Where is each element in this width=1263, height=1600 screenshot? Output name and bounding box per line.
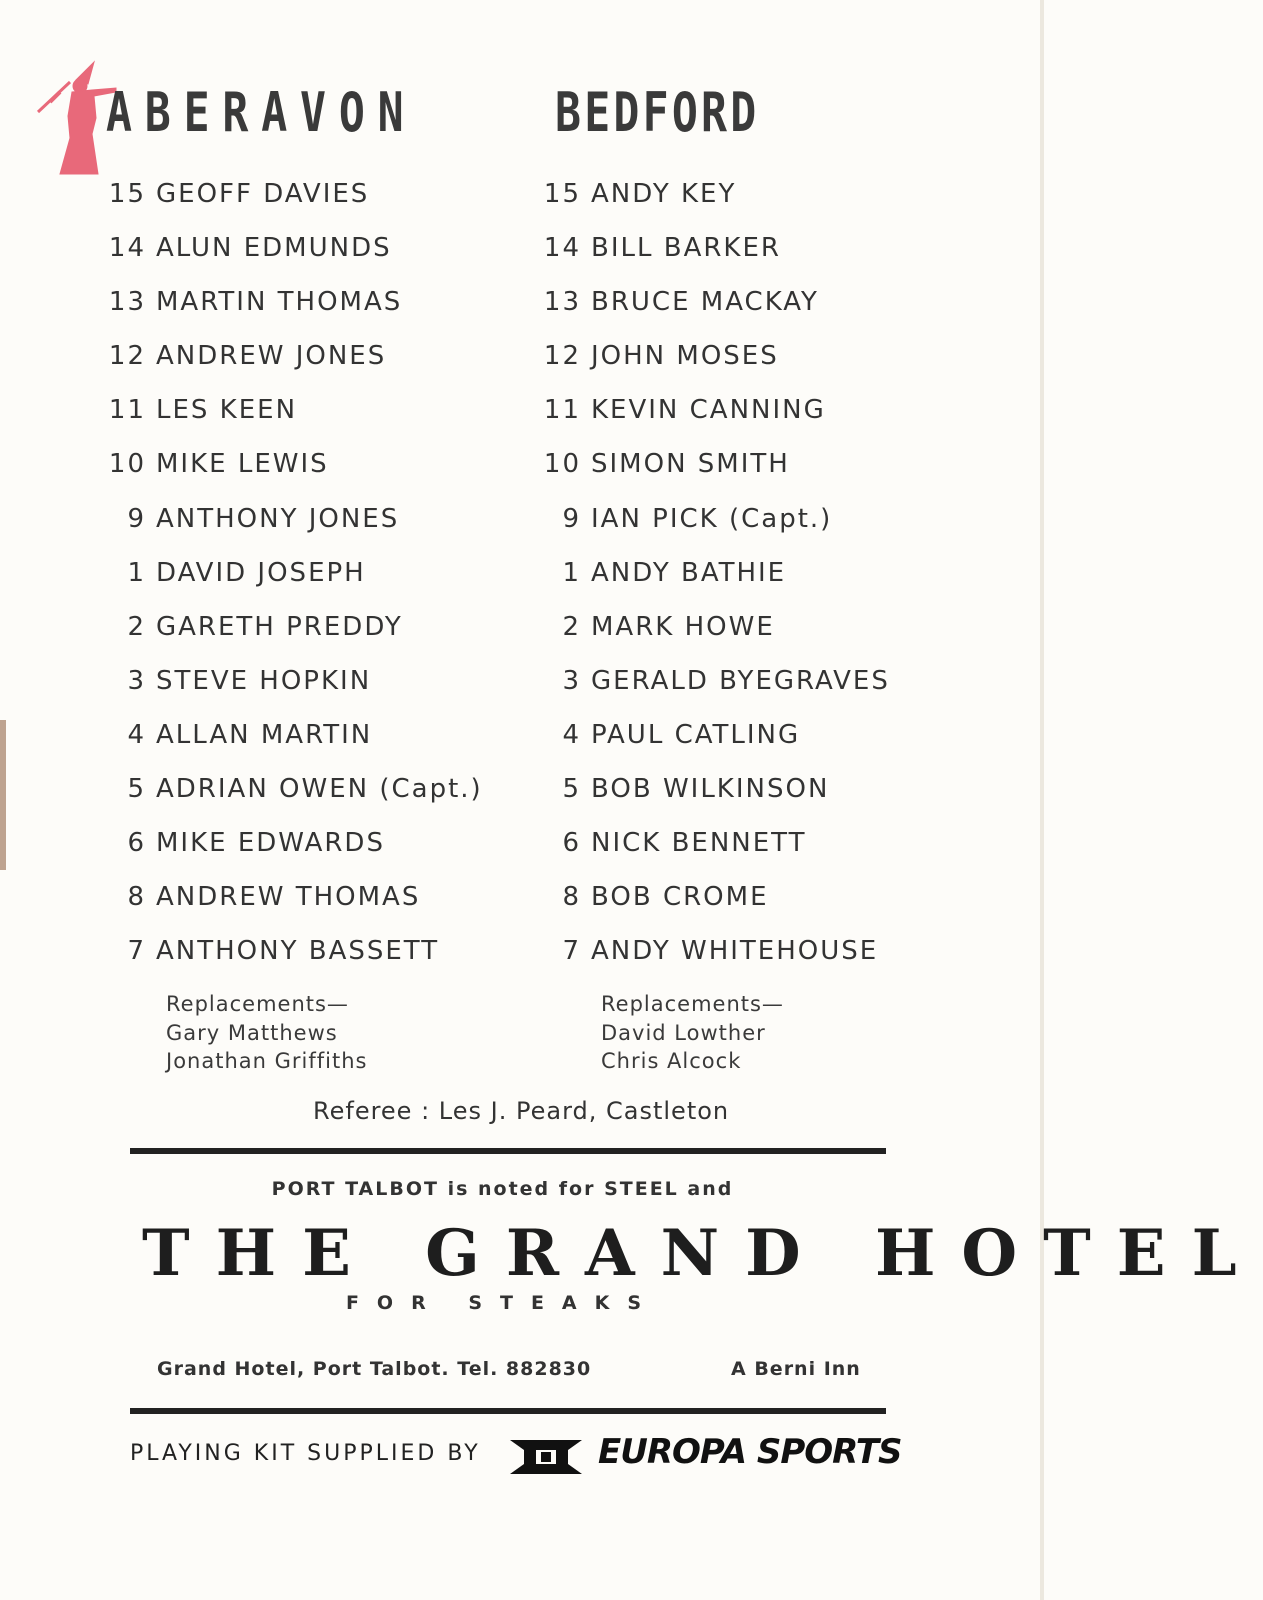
europa-brand: EUROPA SPORTS: [598, 1432, 902, 1472]
player-row: [541, 503, 890, 557]
advert-address: Grand Hotel, Port Talbot. Tel. 882830: [157, 1358, 592, 1380]
player-number: 1: [562, 557, 581, 588]
player-name: IAN PICK (Capt.): [591, 503, 833, 534]
player-number: 3: [562, 665, 581, 696]
player-row: [541, 665, 890, 719]
player-name: SIMON SMITH: [591, 449, 790, 480]
player-number: 15: [108, 179, 146, 209]
replacement-player: Chris Alcock: [601, 1049, 742, 1073]
player-row: [106, 935, 483, 989]
europa-emblem-icon: [510, 1440, 582, 1474]
player-name: ALUN EDMUNDS: [156, 233, 392, 264]
referee-line: Referee : Les J. Peard, Castleton: [313, 1097, 730, 1125]
player-row: [106, 340, 483, 394]
player-number: 1: [127, 557, 146, 588]
player-name: BILL BARKER: [591, 233, 781, 264]
player-name: STEVE HOPKIN: [156, 665, 372, 696]
player-number: 5: [562, 774, 581, 805]
player-row: [106, 773, 483, 827]
advert-tagline: FOR STEAKS: [345, 1292, 660, 1314]
player-row: [541, 178, 890, 232]
player-row: [541, 557, 890, 611]
player-row: [106, 448, 483, 502]
player-number: 12: [543, 341, 581, 372]
team-title-aberavon: ABERAVON: [106, 81, 417, 144]
replacements-heading: Replacements—: [601, 992, 784, 1016]
player-name: GERALD BYEGRAVES: [591, 665, 890, 696]
player-number: 14: [543, 233, 581, 264]
player-number: 4: [127, 719, 146, 750]
player-row: [541, 773, 890, 827]
player-number: 9: [127, 503, 146, 534]
roster-bedford: [541, 178, 890, 989]
hotel-name: THE GRAND HOTEL: [142, 1216, 1263, 1291]
divider: [130, 1408, 886, 1414]
player-number: 8: [127, 882, 146, 913]
player-row: [106, 611, 483, 665]
player-row: [106, 557, 483, 611]
player-name: KEVIN CANNING: [591, 395, 826, 426]
player-number: 4: [562, 719, 581, 750]
player-number: 10: [543, 449, 581, 480]
player-name: ANDY BATHIE: [591, 557, 787, 588]
player-name: ADRIAN OWEN (Capt.): [156, 774, 483, 805]
player-name: ANTHONY BASSETT: [156, 936, 440, 967]
player-number: 2: [562, 611, 581, 642]
player-name: PAUL CATLING: [591, 719, 801, 750]
player-row: [541, 611, 890, 665]
player-name: MARTIN THOMAS: [156, 287, 403, 318]
roster-aberavon: [106, 178, 483, 989]
replacements-heading: Replacements—: [166, 992, 349, 1016]
player-row: [541, 232, 890, 286]
team-title-bedford: BEDFORD: [555, 81, 760, 144]
player-number: 8: [562, 882, 581, 913]
player-number: 14: [108, 233, 146, 264]
player-row: [106, 665, 483, 719]
player-row: [106, 503, 483, 557]
replacement-player: Gary Matthews: [166, 1020, 338, 1045]
replacement-player: David Lowther: [601, 1020, 766, 1045]
player-number: 11: [108, 395, 146, 426]
player-number: 6: [127, 828, 146, 859]
player-name: DAVID JOSEPH: [156, 557, 366, 588]
player-number: 2: [127, 611, 146, 642]
player-name: NICK BENNETT: [591, 828, 807, 859]
player-number: 13: [543, 287, 581, 318]
player-name: ANTHONY JONES: [156, 503, 400, 534]
player-name: GARETH PREDDY: [156, 611, 403, 642]
player-number: 13: [108, 287, 146, 318]
player-name: GEOFF DAVIES: [156, 179, 370, 209]
player-name: BOB CROME: [591, 882, 769, 913]
player-row: [541, 394, 890, 448]
player-number: 11: [543, 395, 581, 426]
player-number: 9: [562, 503, 581, 534]
player-name: ANDREW THOMAS: [156, 882, 421, 913]
player-row: [106, 286, 483, 340]
player-name: ANDY KEY: [591, 179, 737, 209]
wizard-figure-icon: [36, 62, 116, 174]
player-name: MIKE EDWARDS: [156, 828, 385, 859]
player-row: [541, 719, 890, 773]
player-name: BOB WILKINSON: [591, 774, 830, 805]
player-row: [106, 394, 483, 448]
player-number: 7: [127, 936, 146, 967]
player-row: [106, 719, 483, 773]
player-name: MIKE LEWIS: [156, 449, 329, 480]
player-name: BRUCE MACKAY: [591, 287, 819, 318]
replacement-player: Jonathan Griffiths: [166, 1049, 368, 1073]
player-number: 15: [543, 179, 581, 209]
player-row: [106, 232, 483, 286]
player-number: 3: [127, 665, 146, 696]
player-number: 7: [562, 936, 581, 967]
player-number: 5: [127, 774, 146, 805]
kit-supplier-label: PLAYING KIT SUPPLIED BY: [130, 1441, 481, 1466]
replacements-bedford: [601, 990, 784, 1076]
player-row: [541, 448, 890, 502]
player-number: 12: [108, 341, 146, 372]
page-right-edge: [1040, 0, 1044, 1600]
player-name: LES KEEN: [156, 395, 298, 426]
advert-intro: PORT TALBOT is noted for STEEL and: [271, 1178, 734, 1200]
player-row: [106, 881, 483, 935]
player-row: [106, 178, 483, 232]
player-row: [106, 827, 483, 881]
page-binding-edge: [0, 720, 6, 870]
replacements-aberavon: [166, 990, 367, 1076]
player-row: [541, 881, 890, 935]
player-name: JOHN MOSES: [591, 341, 779, 372]
player-row: [541, 827, 890, 881]
player-name: ANDREW JONES: [156, 341, 387, 372]
player-row: [541, 286, 890, 340]
player-number: 10: [108, 449, 146, 480]
player-row: [541, 935, 890, 989]
player-name: ALLAN MARTIN: [156, 719, 373, 750]
advert-berni: A Berni Inn: [731, 1358, 861, 1380]
player-row: [541, 340, 890, 394]
player-name: ANDY WHITEHOUSE: [591, 936, 879, 967]
player-number: 6: [562, 828, 581, 859]
divider: [130, 1148, 886, 1154]
player-name: MARK HOWE: [591, 611, 775, 642]
